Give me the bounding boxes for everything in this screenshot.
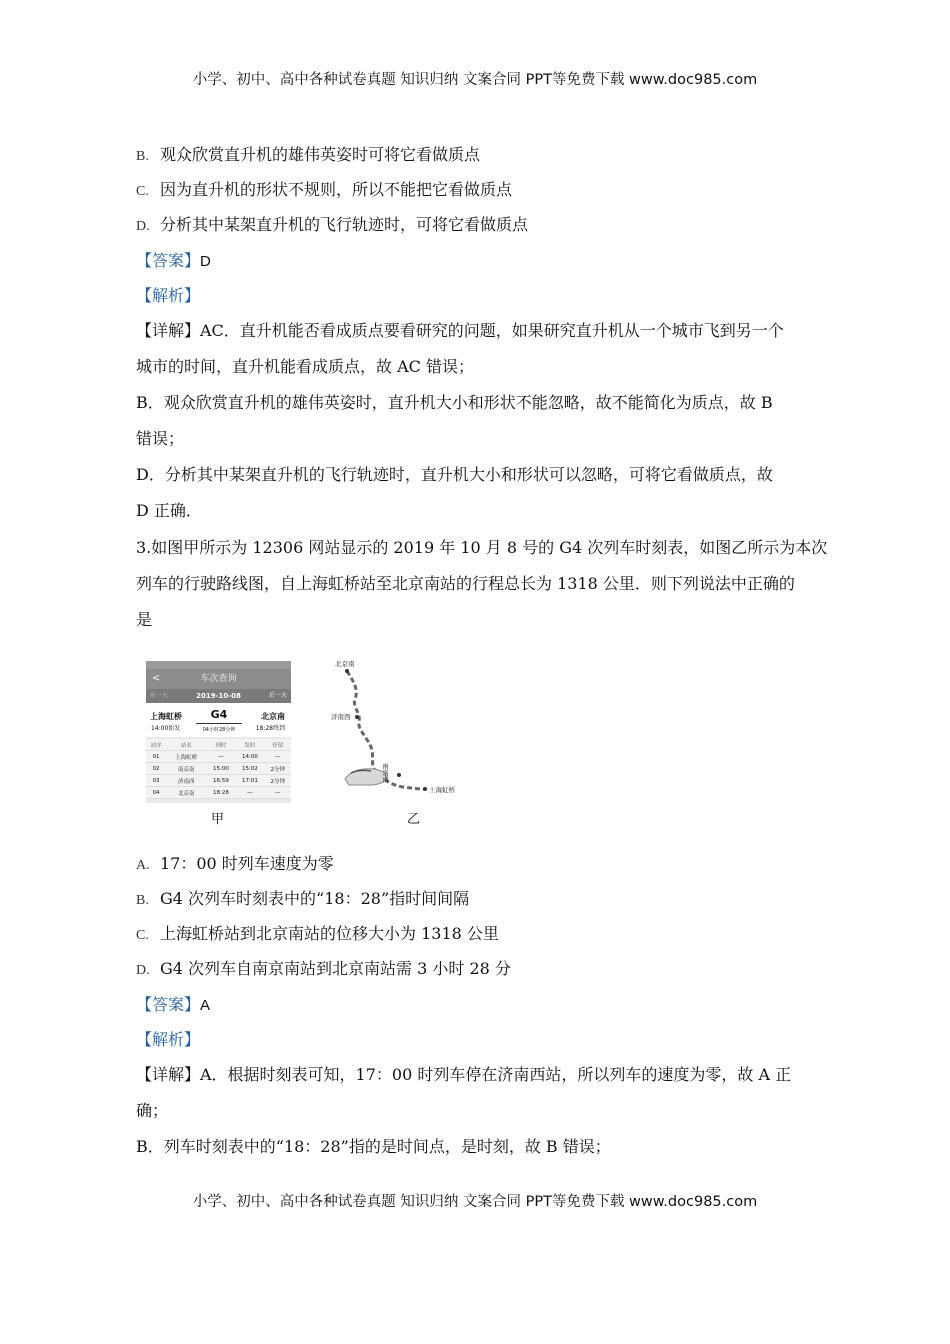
option-text: 观众欣赏直升机的雄伟英姿时可将它看做质点 (160, 145, 481, 164)
option-letter: A. (136, 858, 150, 873)
q2-detail-line: 错误； (136, 429, 185, 448)
table-cell: 03 (146, 775, 166, 787)
duration: 04小时28分钟 (202, 727, 236, 733)
date-label: 2019-10-08 (196, 692, 241, 700)
figure-jia-caption: 甲 (211, 812, 225, 827)
table-row (146, 763, 291, 775)
page-footer: 小学、初中、高中各种试卷真题 知识归纳 文案合同 PPT等免费下载 www.doc985.com (192, 1194, 758, 1210)
option-text: G4 次列车自南京南站到北京南站需 3 小时 28 分 (160, 959, 511, 978)
column-header: 站名 (166, 739, 206, 751)
train-summary (146, 703, 291, 737)
column-header: 到时 (206, 739, 235, 751)
q3-detail-line: 【详解】A．根据时刻表可知，17：00 时列车停在济南西站，所以列车的速度为零，故 A 正 (136, 1065, 792, 1084)
table-cell: — (235, 787, 264, 799)
table-cell: 15:02 (235, 763, 264, 775)
status-bar (146, 661, 291, 669)
option-letter: D. (136, 963, 150, 978)
option-text: 上海虹桥站到北京南站的位移大小为 1318 公里 (160, 924, 499, 943)
table-cell: — (264, 787, 291, 799)
train-number: G4 (210, 708, 228, 721)
table-cell: 17:01 (235, 775, 264, 787)
table-cell: 上海虹桥 (166, 751, 206, 763)
q2-detail-line: D．分析其中某架直升机的飞行轨迹时，直升机大小和形状可以忽略，可将它看做质点，故 (136, 465, 773, 484)
stop-table (146, 739, 291, 799)
option-text: G4 次列车时刻表中的“18：28”指时间间隔 (160, 889, 470, 908)
table-cell: 18:28 (206, 787, 235, 799)
arrival-time: 18:28终到 (255, 725, 285, 732)
station-dot-jinan (355, 715, 359, 719)
q3-option-c[interactable] (136, 923, 499, 947)
option-letter: B. (136, 893, 149, 908)
option-text: 分析其中某架直升机的飞行轨迹时，可将它看做质点 (160, 215, 529, 234)
answer-value: D (200, 253, 211, 270)
table-row (146, 775, 291, 787)
next-day-button[interactable]: 后一天 (268, 692, 287, 699)
option-letter: B. (136, 149, 149, 164)
q3-detail-line: B．列车时刻表中的“18：28”指的是时间点，是时刻，故 B 错误； (136, 1137, 611, 1156)
column-header: 站序 (146, 739, 166, 751)
table-cell: 04 (146, 787, 166, 799)
option-letter: C. (136, 928, 149, 943)
option-text: 因为直升机的形状不规则，所以不能把它看做质点 (160, 180, 513, 199)
q2-option-b[interactable] (136, 144, 480, 168)
to-station: 北京南 (261, 712, 285, 721)
station-dot-shanghai (423, 787, 427, 791)
answer-label: 【答案】 (136, 995, 201, 1014)
analysis-label: 【解析】 (136, 1030, 201, 1049)
option-text: 17：00 时列车速度为零 (160, 854, 334, 873)
table-header-row (146, 739, 291, 751)
table-cell: 2分钟 (264, 763, 291, 775)
q3-stem-line: 3.如图甲所示为 12306 网站显示的 2019 年 10 月 8 号的 G4 次列车时刻表，如图乙所示为本次 (136, 538, 828, 557)
q2-analysis-label (136, 285, 200, 307)
table-cell: — (206, 751, 235, 763)
table-cell: 15:00 (206, 763, 235, 775)
table-cell: 济南西 (166, 775, 206, 787)
q3-option-a[interactable] (136, 853, 334, 877)
station-dot-nanjing (397, 773, 401, 777)
station-label-beijing: 北京南 (335, 660, 355, 668)
table-cell: 14:00 (235, 751, 264, 763)
q3-detail-line: 确； (136, 1101, 169, 1120)
q2-detail-line: 【详解】AC．直升机能否看成质点要看研究的问题，如果研究直升机从一个城市飞到另一个 (136, 321, 784, 340)
answer-label: 【答案】 (136, 251, 201, 270)
q3-answer (136, 994, 210, 1017)
column-header: 发时 (235, 739, 264, 751)
station-label-shanghai: 上海虹桥 (429, 786, 455, 794)
q2-answer (136, 250, 211, 273)
from-station: 上海虹桥 (150, 712, 182, 721)
table-cell: — (264, 751, 291, 763)
station-label-jinan: 济南西 (331, 713, 351, 721)
q2-option-c[interactable] (136, 179, 512, 203)
figure-yi-caption: 乙 (407, 812, 421, 827)
figure-yi-route-map (325, 655, 490, 805)
q3-analysis-label (136, 1029, 200, 1051)
station-label-nanjing: 南京南 (381, 763, 389, 783)
table-cell: 2分钟 (264, 775, 291, 787)
option-letter: D. (136, 219, 150, 234)
table-cell: 01 (146, 751, 166, 763)
q2-detail-line: D 正确． (136, 501, 202, 520)
q3-option-d[interactable] (136, 958, 511, 982)
page-header: 小学、初中、高中各种试卷真题 知识归纳 文案合同 PPT等免费下载 www.doc985.com (192, 72, 758, 88)
table-row (146, 787, 291, 799)
direction-arrow (196, 723, 242, 724)
departure-time: 14:00始发 (151, 725, 181, 732)
option-letter: C. (136, 184, 149, 199)
station-dot-beijing (345, 669, 349, 673)
date-bar (146, 689, 291, 703)
back-arrow-icon[interactable]: < (152, 673, 161, 684)
table-cell: 02 (146, 763, 166, 775)
table-row (146, 751, 291, 763)
q3-stem-line: 列车的行驶路线图，自上海虹桥站至北京南站的行程总长为 1318 公里．则下列说法中正确的 (136, 574, 795, 593)
answer-value: A (200, 997, 211, 1014)
table-cell: 北京南 (166, 787, 206, 799)
screen-title: 车次查询 (146, 669, 291, 689)
figure-jia-timetable (146, 661, 291, 803)
q3-stem-line: 是 (136, 610, 153, 629)
analysis-label: 【解析】 (136, 286, 201, 305)
q2-detail-line: B．观众欣赏直升机的雄伟英姿时，直升机大小和形状不能忽略，故不能简化为质点，故 B (136, 393, 773, 412)
q3-option-b[interactable] (136, 888, 469, 912)
table-cell: 南京南 (166, 763, 206, 775)
prev-day-button[interactable]: 前一天 (150, 692, 169, 699)
q2-option-d[interactable] (136, 214, 528, 238)
column-header: 停留 (264, 739, 291, 751)
q2-detail-line: 城市的时间，直升机能看成质点，故 AC 错误； (136, 357, 474, 376)
table-cell: 16:59 (206, 775, 235, 787)
